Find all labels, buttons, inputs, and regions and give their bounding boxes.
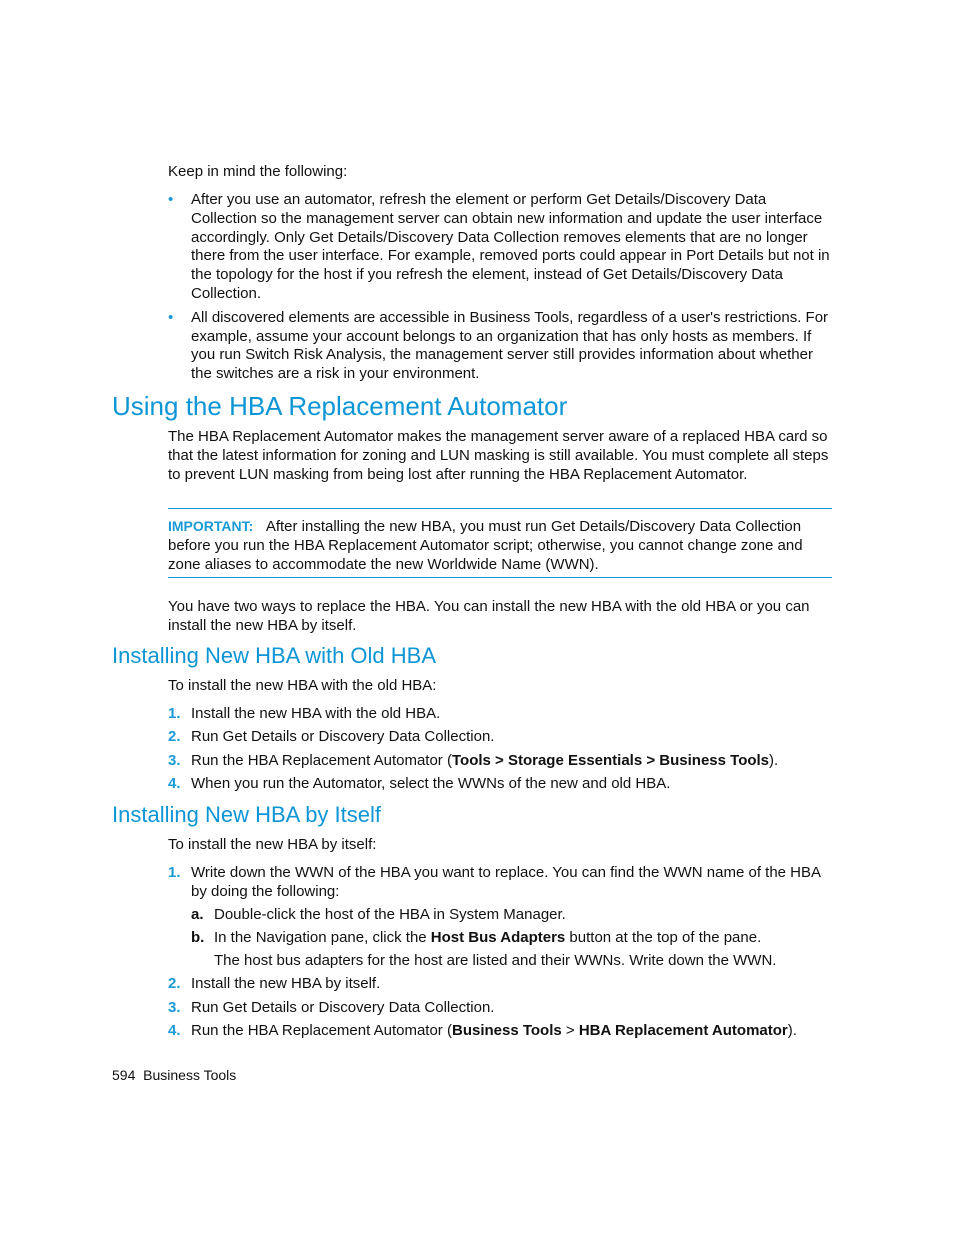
bullet-text: All discovered elements are accessible in Business Tools, regardless of a user's restrictions. For example, assume your account belongs to an organization that has only hosts as members. If you run Switch Risk Analysis, the management server still provides information about whether the switches are a risk in your environment.: [191, 308, 829, 383]
procedure-steps: [168, 705, 830, 798]
substep-item: [191, 906, 830, 925]
substep-letter: b.: [191, 928, 205, 946]
step-number: 2.: [168, 728, 181, 746]
step-number: 3.: [168, 998, 181, 1016]
step-text: Install the new HBA by itself.: [191, 975, 381, 993]
bullet-icon: •: [168, 191, 174, 208]
substep-text: In the Navigation pane, click the: [214, 928, 431, 946]
procedure-intro: To install the new HBA by itself:: [168, 836, 377, 853]
important-note: [168, 517, 830, 574]
step-item: [168, 999, 830, 1018]
step-text: Run Get Details or Discovery Data Collection.: [191, 728, 495, 746]
section-heading: Using the HBA Replacement Automator: [112, 391, 568, 421]
section-paragraph: You have two ways to replace the HBA. You can install the new HBA with the old HBA or you can install the new HBA by itself.: [168, 598, 810, 634]
important-label: IMPORTANT:: [168, 518, 254, 534]
intro-text: Keep in mind the following:: [168, 163, 348, 180]
step-item: [168, 775, 830, 794]
important-text: After installing the new HBA, you must run Get Details/Discovery Data Collection before you run the HBA Replacement Automator script; otherwise, you cannot change zone and zone aliases to accommodate the new Worldwide Name (WWN).: [168, 518, 803, 573]
substep-text: button at the top of the pane.: [565, 928, 762, 946]
section-paragraph: The HBA Replacement Automator makes the management server aware of a replaced HBA card so that the latest information for zoning and LUN masking is still available. You must complete all steps to prevent LUN masking from being lost after running the HBA Replacement Automator.: [168, 428, 829, 483]
step-number: 1.: [168, 864, 181, 881]
step-text: Run Get Details or Discovery Data Collection.: [191, 998, 495, 1016]
step-item: [168, 705, 830, 724]
step-text: ).: [787, 1022, 797, 1040]
step-text: Install the new HBA with the old HBA.: [191, 705, 441, 722]
page-number: 594: [112, 1067, 136, 1083]
page-footer: [112, 1066, 236, 1085]
substep-note: The host bus adapters for the host are listed and their WWNs. Write down the WWN.: [214, 952, 777, 970]
step-item: [168, 752, 830, 771]
step-text: ).: [769, 751, 779, 769]
step-text: Write down the WWN of the HBA you want to replace. You can find the WWN name of the HBA by doing the following:: [191, 864, 821, 900]
list-item: [168, 309, 830, 384]
subsection-heading: Installing New HBA by Itself: [112, 802, 382, 827]
step-number: 4.: [168, 1022, 181, 1040]
step-number: 2.: [168, 975, 181, 993]
notes-list: [168, 191, 830, 389]
step-text: Run the HBA Replacement Automator (: [191, 751, 452, 769]
step-item: [168, 728, 830, 747]
divider: [168, 508, 832, 509]
procedure-intro: To install the new HBA with the old HBA:: [168, 677, 437, 694]
bullet-icon: •: [168, 308, 174, 326]
substep-text: Double-click the host of the HBA in System Manager.: [214, 905, 566, 923]
menu-path: Tools > Storage Essentials > Business Tools: [451, 751, 770, 769]
step-item: [168, 975, 830, 994]
menu-path: Business Tools: [451, 1022, 562, 1040]
step-text: >: [561, 1022, 579, 1040]
menu-path: HBA Replacement Automator: [578, 1022, 788, 1040]
list-item: [168, 191, 830, 304]
step-text: When you run the Automator, select the WWNs of the new and old HBA.: [191, 774, 671, 792]
subsection-heading: Installing New HBA with Old HBA: [112, 643, 437, 668]
procedure-steps: [168, 864, 830, 1045]
step-text: Run the HBA Replacement Automator (: [191, 1022, 452, 1040]
bullet-text: After you use an automator, refresh the element or perform Get Details/Discovery Data Collection so the management server can obtain new information and update the user interface accordingly. Only Get Details/Discovery Data Collection removes elements that are no longer there from the user interface. For example, removed ports could appear in Port Details but not in the topology for the host if you refresh the element, instead of Get Details/Discovery Data Collection.: [191, 191, 830, 302]
footer-section: Business Tools: [143, 1067, 237, 1083]
step-item: [168, 864, 830, 971]
substep-item: [191, 929, 830, 948]
step-number: 3.: [168, 751, 181, 769]
step-item: [168, 1022, 830, 1041]
ui-control-name: Host Bus Adapters: [430, 928, 566, 946]
substep-letter: a.: [191, 905, 204, 923]
step-number: 4.: [168, 774, 181, 792]
divider: [168, 577, 832, 578]
step-number: 1.: [168, 705, 181, 722]
